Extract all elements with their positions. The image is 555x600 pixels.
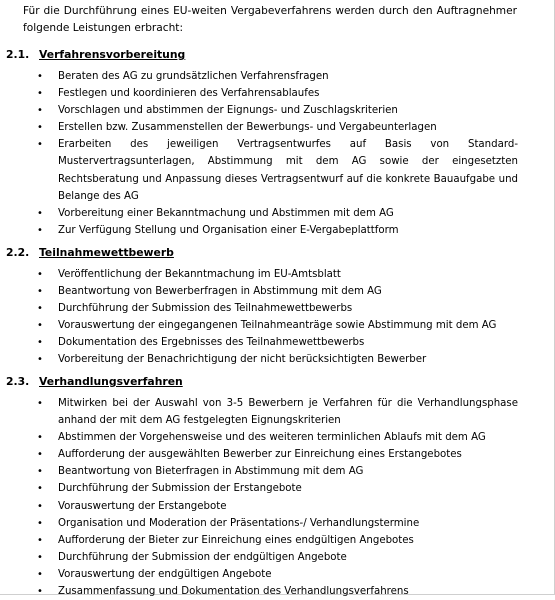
bullet-icon: •: [37, 303, 43, 315]
list-item-text: Vorbereitung einer Bekanntmachung und Abstimmen mit dem AG: [58, 207, 394, 219]
list-item-text: Vorbereitung der Benachrichtigung der nicht berücksichtigten Bewerber: [58, 354, 427, 366]
list-item: [6, 498, 518, 515]
list-item-text: Beantwortung von Bewerberfragen in Abstimmung mit dem AG: [58, 286, 382, 298]
list-item: [6, 300, 518, 317]
list-item-text: Dokumentation des Ergebnisses des Teilnahmewettbewerbs: [58, 337, 365, 349]
list-item-text: Vorauswertung der endgültigen Angebote: [58, 568, 272, 580]
bullet-icon: •: [37, 517, 43, 529]
list-item-text: Durchführung der Submission des Teilnahmewettbewerbs: [58, 303, 353, 315]
list-item-text: Durchführung der Submission der Erstangebote: [58, 483, 302, 495]
bullet-list: [6, 266, 518, 369]
bullet-icon: •: [37, 337, 43, 349]
list-item: [6, 395, 518, 429]
list-item-text: Vorauswertung der eingegangenen Teilnahmeanträge sowie Abstimmung mit dem AG: [58, 320, 497, 332]
list-item: [6, 205, 518, 222]
bullet-icon: •: [37, 568, 43, 580]
intro-paragraph: Für die Durchführung eines EU-weiten Vergabeverfahrens werden durch den Auftragnehmer folgende Leistungen erbracht:: [23, 5, 517, 34]
list-item-text: Zusammenfassung und Dokumentation des Verhandlungsverfahrens: [58, 586, 409, 598]
bullet-icon: •: [37, 534, 43, 546]
list-item: [6, 351, 518, 368]
bullet-icon: •: [37, 224, 43, 236]
bullet-icon: •: [37, 88, 43, 100]
list-item: [6, 222, 518, 239]
list-item: [6, 102, 518, 119]
list-item-text: Durchführung der Submission der endgültigen Angebote: [58, 551, 347, 563]
bullet-icon: •: [37, 139, 43, 151]
list-item: [6, 68, 518, 85]
list-item: [6, 532, 518, 549]
bullet-icon: •: [37, 269, 43, 280]
list-item-text: Erarbeiten des jeweiligen Vertragsentwurfes auf Basis von Standard-Mustervertragsunterlagen, Abstimmung mit dem AG sowie der eingesetzten Rechtsberatung und Anpassung dieses Vertragsentwurf auf die konkrete Bauaufgabe und Belange des AG: [58, 139, 518, 202]
list-item: [6, 463, 518, 480]
section-teilnahmewettbewerb: [6, 244, 518, 369]
bullet-icon: •: [37, 354, 43, 366]
bullet-icon: •: [37, 500, 43, 512]
list-item: [6, 480, 518, 497]
bullet-list: [6, 68, 518, 239]
bullet-icon: •: [37, 122, 43, 134]
section-number: 2.1.: [6, 48, 30, 61]
list-item-text: Veröffentlichung der Bekanntmachung im EU-Amtsblatt: [58, 269, 341, 280]
section-number: 2.3.: [6, 375, 30, 388]
section-heading: [6, 244, 518, 262]
list-item: [6, 317, 518, 334]
section-verfahrensvorbereitung: [6, 46, 518, 239]
list-item: [6, 136, 518, 204]
list-item: [6, 549, 518, 566]
bullet-icon: •: [37, 586, 43, 598]
bullet-list: [6, 395, 518, 600]
list-item: [6, 283, 518, 300]
list-item-text: Erstellen bzw. Zusammenstellen der Bewerbungs- und Vergabeunterlagen: [58, 122, 437, 134]
bullet-icon: •: [37, 449, 43, 461]
list-item: [6, 266, 518, 283]
list-item: [6, 566, 518, 583]
section-number: 2.2.: [6, 246, 30, 259]
list-item: [6, 446, 518, 463]
list-item-text: Abstimmen der Vorgehensweise und des weiteren terminlichen Ablaufs mit dem AG: [58, 432, 486, 444]
bullet-icon: •: [37, 320, 43, 332]
bullet-icon: •: [37, 466, 43, 478]
list-item-text: Aufforderung der Bieter zur Einreichung eines endgültigen Angebotes: [58, 534, 414, 546]
list-item-text: Vorschlagen und abstimmen der Eignungs- und Zuschlagskriterien: [58, 105, 398, 117]
bullet-icon: •: [37, 105, 43, 117]
bullet-icon: •: [37, 207, 43, 219]
list-item-text: Vorauswertung der Erstangebote: [58, 500, 227, 512]
list-item-text: Beantwortung von Bieterfragen in Abstimmung mit dem AG: [58, 466, 364, 478]
list-item: [6, 119, 518, 136]
list-item: [6, 583, 518, 600]
list-item: [6, 515, 518, 532]
list-item-text: Organisation und Moderation der Präsentations-/ Verhandlungstermine: [58, 517, 420, 529]
list-item-text: Beraten des AG zu grundsätzlichen Verfahrensfragen: [58, 71, 329, 82]
list-item: [6, 334, 518, 351]
section-heading: [6, 46, 518, 64]
section-title: Teilnahmewettbewerb: [39, 246, 174, 259]
bullet-icon: •: [37, 432, 43, 444]
section-title: Verfahrensvorbereitung: [39, 48, 186, 61]
bullet-icon: •: [37, 71, 43, 82]
bullet-icon: •: [37, 483, 43, 495]
list-item-text: Festlegen und koordinieren des Verfahrensablaufes: [58, 88, 320, 100]
section-title: Verhandlungsverfahren: [39, 375, 183, 388]
list-item-text: Aufforderung der ausgewählten Bewerber zur Einreichung eines Erstangebotes: [58, 449, 462, 461]
list-item-text: Zur Verfügung Stellung und Organisation einer E-Vergabeplattform: [58, 224, 399, 236]
bullet-icon: •: [37, 398, 43, 409]
bullet-icon: •: [37, 551, 43, 563]
list-item-text: Mitwirken bei der Auswahl von 3-5 Bewerbern je Verfahren für die Verhandlungsphase anhand der mit dem AG festgelegten Eignungskriterien: [58, 398, 518, 427]
list-item: [6, 429, 518, 446]
section-heading: [6, 373, 518, 391]
bullet-icon: •: [37, 286, 43, 298]
list-item: [6, 85, 518, 102]
section-verhandlungsverfahren: [6, 373, 518, 600]
